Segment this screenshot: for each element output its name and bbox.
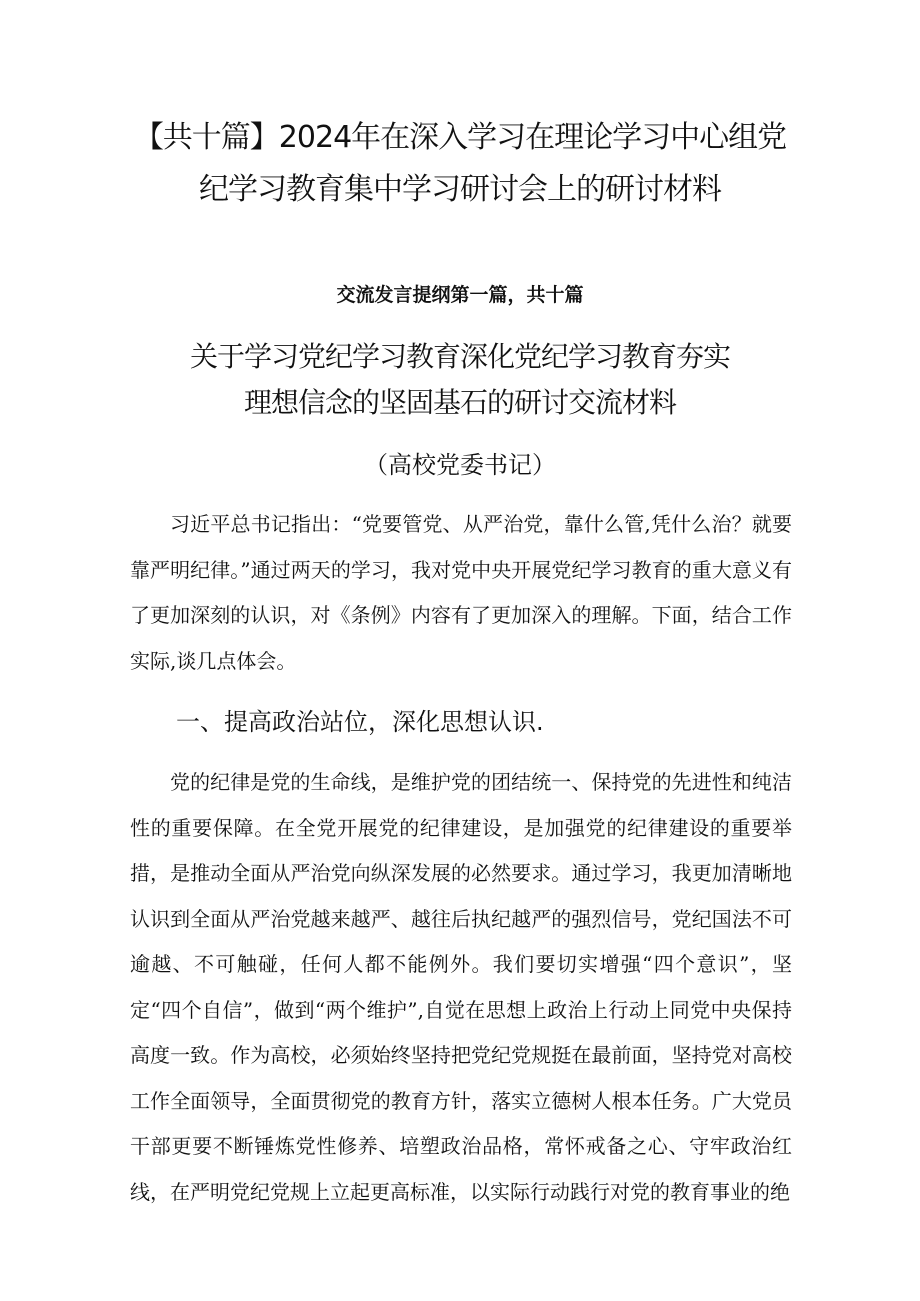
section-1-paragraph: 党的纪律是党的生命线，是维护党的团结统一、保持党的先进性和纯洁性的重要保障。在全党开展党的纪律建设，是加强党的纪律建设的重要举措，是推动全面从严治党向纵深发展的必然要求。通过学习，我更加清晰地认识到全面从严治党越来越严、越往后执纪越严的强烈信号，党纪国法不可逾越、不可触碰，任何人都不能例外。我们要切实增强“四个意识”，坚定“四个自信”，做到“两个维护”,自觉在思想上政治上行动上同党中央保持高度一致。作为高校，必须始终坚持把党纪党规挺在最前面，坚持党对高校工作全面领导，全面贯彻党的教育方针，落实立德树人根本任务。广大党员干部更要不断锤炼党性修养、培塑政治品格，常怀戒备之心、守牢政治红线，在严明党纪党规上立起更高标准，以实际行动践行对党的教育事业的绝	[130, 770, 792, 1204]
article-title-line-2: 理想信念的坚固基石的研讨交流材料	[243, 386, 676, 419]
article-subhead: 交流发言提纲第一篇，共十篇	[336, 284, 584, 306]
document-title-line-1: 【共十篇】2024年在深入学习在理论学习中心组党	[133, 120, 787, 155]
document-title-line-2: 纪学习教育集中学习研讨会上的研讨材料	[199, 172, 721, 207]
document-title	[60, 112, 860, 216]
author-label: （高校党委书记）	[364, 451, 556, 479]
section-heading-1: 一、提高政治站位，深化思想认识.	[176, 708, 544, 736]
article-title-line-1: 关于学习党纪学习教育深化党纪学习教育夯实	[189, 340, 730, 373]
intro-paragraph: 习近平总书记指出：“党要管党、从严治党，靠什么管,凭什么治？就要靠严明纪律。”通过两天的学习，我对党中央开展党纪学习教育的重大意义有了更加深刻的认识，对《条例》内容有了更加深入的理解。下面，结合工作实际,谈几点体会。	[130, 512, 792, 673]
article-title	[60, 334, 860, 426]
